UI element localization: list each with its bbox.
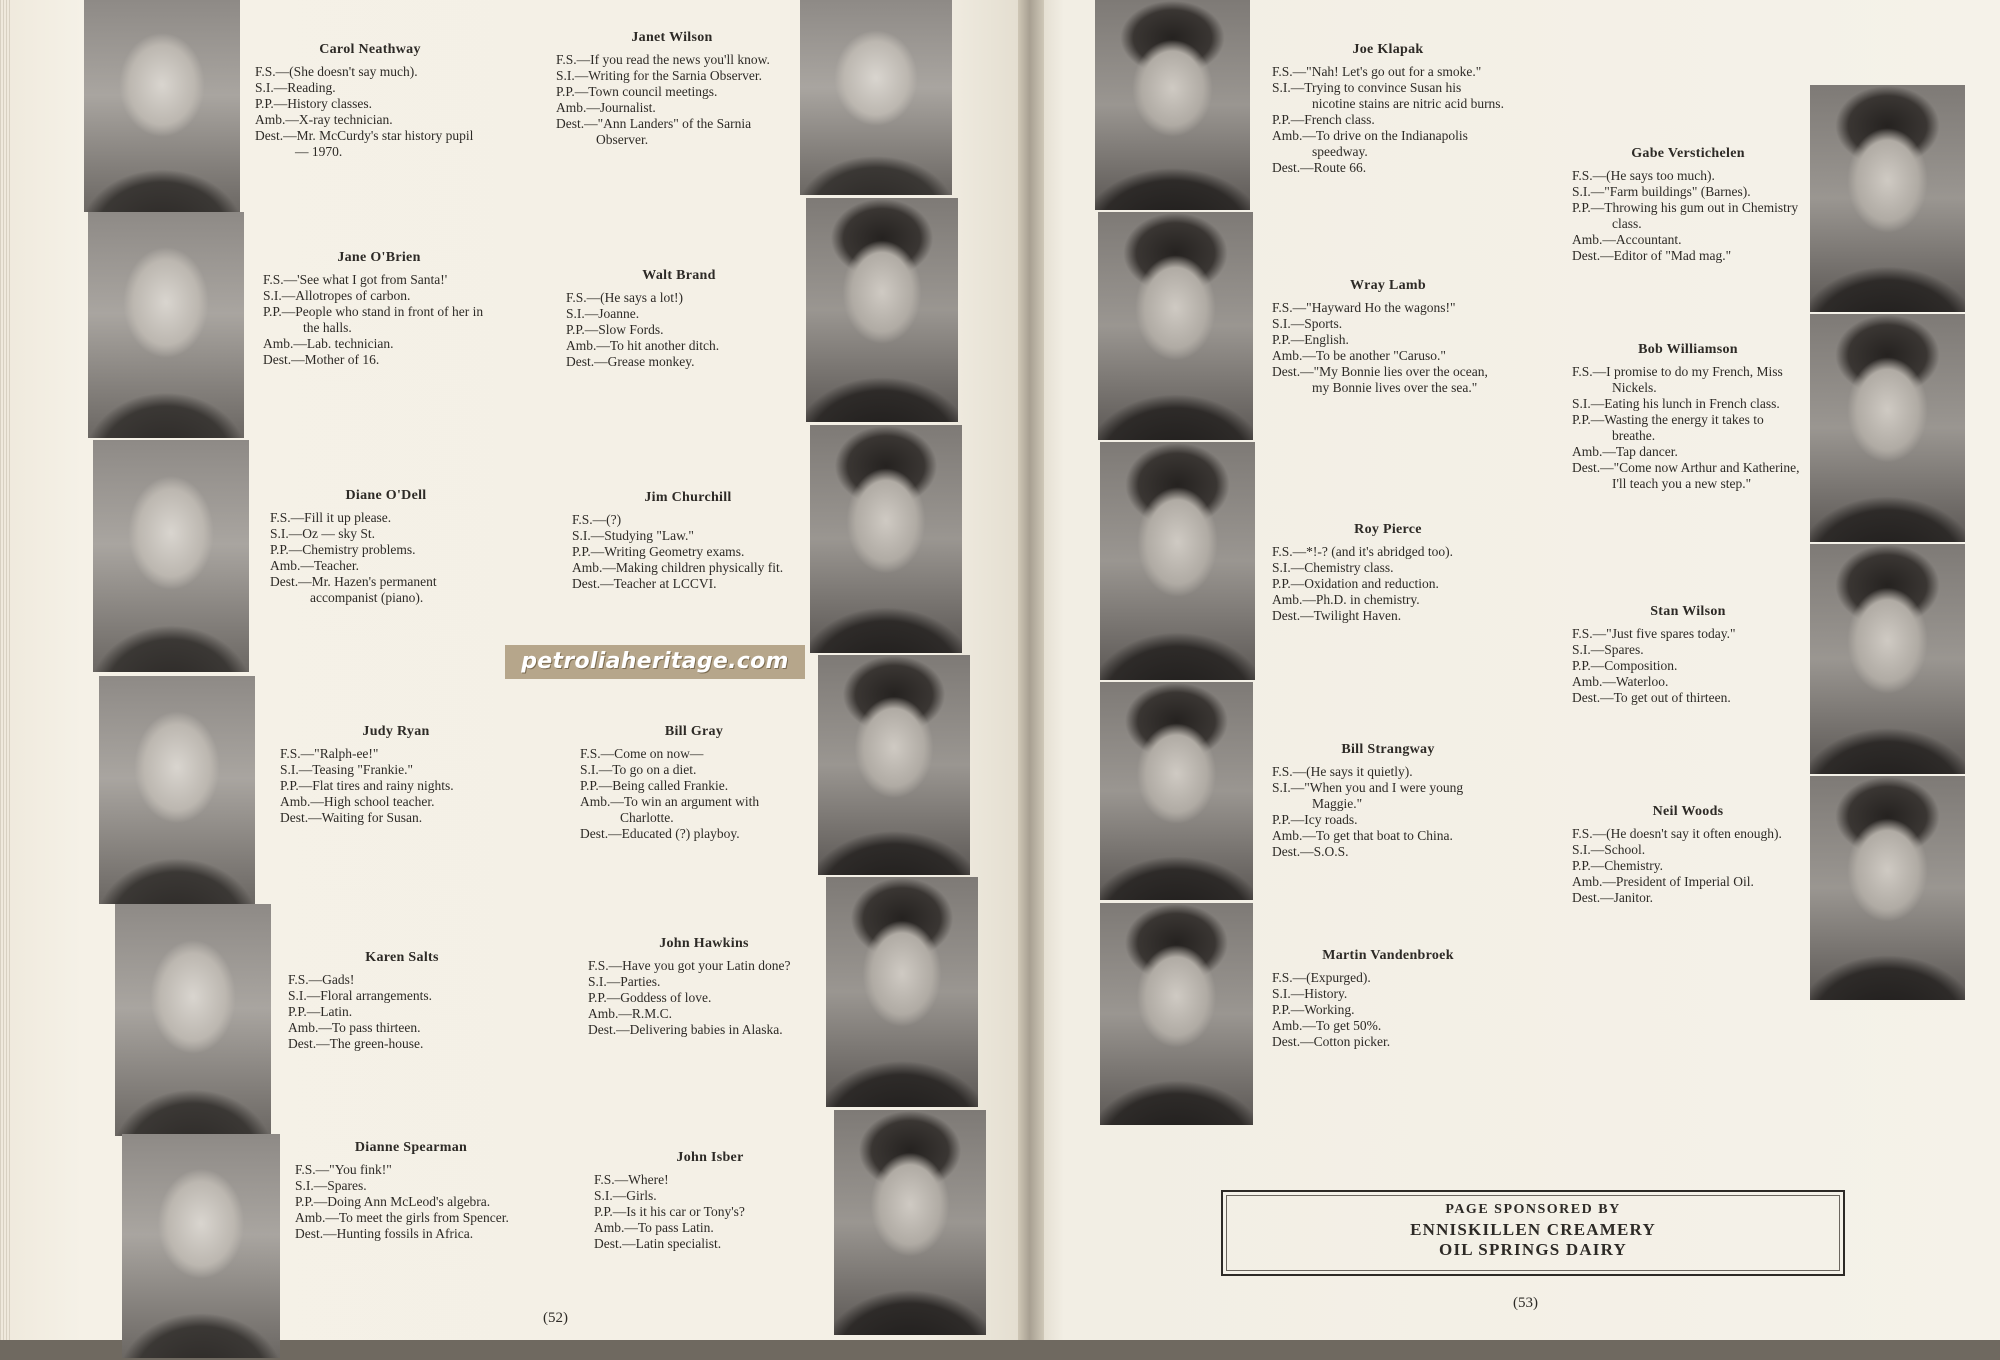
fs-line: F.S.—(Expurged).	[1272, 970, 1371, 985]
student-entry	[1272, 278, 1504, 396]
portrait-photo	[1810, 85, 1965, 312]
student-entry	[255, 42, 485, 160]
dest-line: Dest.—Janitor.	[1572, 890, 1653, 905]
dest-line: Dest.—Route 66.	[1272, 160, 1367, 175]
amb-line: Amb.—Teacher.	[270, 558, 360, 573]
fs-line: F.S.—Gads!	[288, 972, 355, 987]
student-entry	[572, 490, 804, 592]
si-line: S.I.—Writing for the Sarnia Observer.	[556, 68, 763, 83]
dest-line: Dest.—Mr. Hazen's permanent accompanist (piano).	[270, 574, 437, 605]
student-entry	[1272, 522, 1504, 624]
amb-line: Amb.—To get that boat to China.	[1272, 828, 1453, 843]
fs-line: F.S.—If you read the news you'll know.	[556, 52, 770, 67]
book-gutter	[1018, 0, 1044, 1345]
portrait-photo	[1098, 212, 1253, 440]
portrait-photo	[818, 655, 970, 875]
student-entry	[288, 950, 516, 1052]
dest-line: Dest.—Grease monkey.	[566, 354, 695, 369]
sponsor-heading: PAGE SPONSORED BY	[1445, 1202, 1621, 1217]
amb-line: Amb.—To meet the girls from Spencer.	[295, 1210, 509, 1225]
dest-line: Dest.—Teacher at LCCVI.	[572, 576, 717, 591]
pp-line: P.P.—French class.	[1272, 112, 1375, 127]
fs-line: F.S.—(She doesn't say much).	[255, 64, 418, 79]
pp-line: P.P.—Town council meetings.	[556, 84, 718, 99]
dest-line: Dest.—"Ann Landers" of the Sarnia Observer.	[556, 116, 752, 147]
dest-line: Dest.—Mr. McCurdy's star history pupil — 1970.	[255, 128, 474, 159]
dest-line: Dest.—Editor of "Mad mag."	[1572, 248, 1732, 263]
portrait-photo	[88, 212, 244, 438]
si-line: S.I.—Parties.	[588, 974, 661, 989]
fs-line: F.S.—Where!	[594, 1172, 669, 1187]
si-line: S.I.—Floral arrangements.	[288, 988, 432, 1003]
student-name: Judy Ryan	[362, 724, 430, 739]
portrait-photo	[93, 440, 249, 672]
student-name: John Isber	[676, 1150, 744, 1165]
pp-line: P.P.—Chemistry problems.	[270, 542, 416, 557]
sponsor-box	[1221, 1190, 1845, 1276]
student-name: Diane O'Dell	[345, 488, 427, 503]
student-name: Dianne Spearman	[354, 1140, 468, 1155]
amb-line: Amb.—R.M.C.	[588, 1006, 673, 1021]
portrait-photo	[826, 877, 978, 1107]
student-name: Jim Churchill	[644, 490, 732, 505]
fs-line: F.S.—"Nah! Let's go out for a smoke."	[1272, 64, 1482, 79]
dest-line: Dest.—Hunting fossils in Africa.	[295, 1226, 474, 1241]
student-name: Karen Salts	[365, 950, 439, 965]
amb-line: Amb.—Ph.D. in chemistry.	[1272, 592, 1420, 607]
student-name: Carol Neathway	[319, 42, 421, 57]
student-name: Walt Brand	[642, 268, 716, 283]
dest-line: Dest.—Waiting for Susan.	[280, 810, 423, 825]
fs-line: F.S.—"Hayward Ho the wagons!"	[1272, 300, 1456, 315]
amb-line: Amb.—Tap dancer.	[1572, 444, 1678, 459]
watermark-label: petroliaheritage.com	[505, 645, 805, 679]
si-line: S.I.—"Farm buildings" (Barnes).	[1572, 184, 1751, 199]
page-edge	[0, 0, 10, 1340]
fs-line: F.S.—"You fink!"	[295, 1162, 392, 1177]
dest-line: Dest.—"My Bonnie lies over the ocean, my Bonnie lives over the sea."	[1272, 364, 1488, 395]
portrait-photo	[806, 198, 958, 422]
student-entry	[1572, 146, 1804, 264]
portrait-photo	[84, 0, 240, 212]
amb-line: Amb.—To hit another ditch.	[566, 338, 720, 353]
student-entry	[1572, 604, 1804, 706]
portrait-photo	[1810, 776, 1965, 1000]
student-name: Bill Strangway	[1341, 742, 1435, 757]
student-name: Roy Pierce	[1354, 522, 1422, 537]
si-line: S.I.—Studying "Law."	[572, 528, 694, 543]
dest-line: Dest.—To get out of thirteen.	[1572, 690, 1731, 705]
student-name: Gabe Verstichelen	[1631, 146, 1745, 161]
si-line: S.I.—Sports.	[1272, 316, 1343, 331]
fs-line: F.S.—Fill it up please.	[270, 510, 392, 525]
amb-line: Amb.—Journalist.	[556, 100, 656, 115]
portrait-photo	[1100, 682, 1253, 900]
pp-line: P.P.—Is it his car or Tony's?	[594, 1204, 745, 1219]
pp-line: P.P.—Chemistry.	[1572, 858, 1664, 873]
si-line: S.I.—"When you and I were young Maggie."	[1272, 780, 1464, 811]
portrait-photo	[1095, 0, 1250, 210]
dest-line: Dest.—"Come now Arthur and Katherine, I'll teach you a new step."	[1572, 460, 1800, 491]
fs-line: F.S.—(?)	[572, 512, 622, 527]
student-name: Joe Klapak	[1352, 42, 1424, 57]
sponsor-name: OIL SPRINGS DAIRY	[1439, 1240, 1627, 1259]
dest-line: Dest.—S.O.S.	[1272, 844, 1349, 859]
si-line: S.I.—Teasing "Frankie."	[280, 762, 414, 777]
student-entry	[566, 268, 792, 370]
student-name: Neil Woods	[1652, 804, 1724, 819]
student-entry	[1272, 42, 1504, 176]
portrait-photo	[1100, 903, 1253, 1125]
student-entry	[263, 250, 495, 368]
student-entry	[280, 724, 512, 826]
student-entry	[1272, 742, 1504, 860]
si-line: S.I.—Allotropes of carbon.	[263, 288, 411, 303]
si-line: S.I.—Spares.	[295, 1178, 367, 1193]
student-name: Martin Vandenbroek	[1322, 948, 1454, 963]
pp-line: P.P.—Composition.	[1572, 658, 1678, 673]
dest-line: Dest.—Cotton picker.	[1272, 1034, 1391, 1049]
portrait-photo	[800, 0, 952, 195]
fs-line: F.S.—Come on now—	[580, 746, 704, 761]
student-entry	[1572, 342, 1804, 492]
student-name: Bill Gray	[664, 724, 724, 739]
student-entry	[295, 1140, 527, 1242]
page-number: (53)	[1513, 1295, 1538, 1311]
student-entry	[580, 724, 808, 842]
si-line: S.I.—Girls.	[594, 1188, 657, 1203]
amb-line: Amb.—High school teacher.	[280, 794, 435, 809]
dest-line: Dest.—Delivering babies in Alaska.	[588, 1022, 783, 1037]
amb-line: Amb.—To be another "Caruso."	[1272, 348, 1446, 363]
pp-line: P.P.—Throwing his gum out in Chemistry class.	[1572, 200, 1799, 231]
pp-line: P.P.—Being called Frankie.	[580, 778, 729, 793]
dest-line: Dest.—Latin specialist.	[594, 1236, 722, 1251]
fs-line: F.S.—I promise to do my French, Miss Nickels.	[1572, 364, 1783, 395]
portrait-photo	[99, 676, 255, 904]
pp-line: P.P.—Flat tires and rainy nights.	[280, 778, 454, 793]
portrait-photo	[122, 1134, 280, 1358]
pp-line: P.P.—History classes.	[255, 96, 373, 111]
fs-line: F.S.—(He doesn't say it often enough).	[1572, 826, 1782, 841]
si-line: S.I.—Trying to convince Susan his nicotine stains are nitric acid burns.	[1272, 80, 1504, 111]
amb-line: Amb.—Accountant.	[1572, 232, 1682, 247]
pp-line: P.P.—Wasting the energy it takes to breathe.	[1572, 412, 1764, 443]
student-entry	[1572, 804, 1804, 906]
pp-line: P.P.—Writing Geometry exams.	[572, 544, 745, 559]
dest-line: Dest.—Mother of 16.	[263, 352, 380, 367]
student-entry	[270, 488, 502, 606]
fs-line: F.S.—"Ralph-ee!"	[280, 746, 379, 761]
student-name: John Hawkins	[659, 936, 749, 951]
student-name: Janet Wilson	[631, 30, 713, 45]
fs-line: F.S.—(He says it quietly).	[1272, 764, 1413, 779]
amb-line: Amb.—To drive on the Indianapolis speedway.	[1272, 128, 1468, 159]
portrait-photo	[810, 425, 962, 653]
si-line: S.I.—History.	[1272, 986, 1348, 1001]
si-line: S.I.—Spares.	[1572, 642, 1644, 657]
si-line: S.I.—Oz — sky St.	[270, 526, 376, 541]
amb-line: Amb.—Waterloo.	[1572, 674, 1669, 689]
sponsor-name: ENNISKILLEN CREAMERY	[1410, 1220, 1656, 1239]
pp-line: P.P.—Goddess of love.	[588, 990, 712, 1005]
student-name: Stan Wilson	[1650, 604, 1726, 619]
fs-line: F.S.—"Just five spares today."	[1572, 626, 1736, 641]
pp-line: P.P.—Icy roads.	[1272, 812, 1358, 827]
si-line: S.I.—Chemistry class.	[1272, 560, 1394, 575]
fs-line: F.S.—*!-? (and it's abridged too).	[1272, 544, 1453, 559]
student-name: Wray Lamb	[1350, 278, 1426, 293]
dest-line: Dest.—Twilight Haven.	[1272, 608, 1402, 623]
background-strip	[0, 1340, 2000, 1360]
student-entry	[556, 30, 788, 148]
portrait-photo	[1100, 442, 1255, 680]
si-line: S.I.—School.	[1572, 842, 1646, 857]
pp-line: P.P.—Oxidation and reduction.	[1272, 576, 1439, 591]
fs-line: F.S.—(He says too much).	[1572, 168, 1715, 183]
pp-line: P.P.—Working.	[1272, 1002, 1355, 1017]
fs-line: F.S.—'See what I got from Santa!'	[263, 272, 448, 287]
amb-line: Amb.—To get 50%.	[1272, 1018, 1382, 1033]
student-entry	[588, 936, 820, 1038]
pp-line: P.P.—Slow Fords.	[566, 322, 664, 337]
pp-line: P.P.—People who stand in front of her in the halls.	[263, 304, 484, 335]
amb-line: Amb.—Making children physically fit.	[572, 560, 784, 575]
portrait-photo	[1810, 314, 1965, 542]
student-entry	[594, 1150, 826, 1252]
amb-line: Amb.—Lab. technician.	[263, 336, 394, 351]
pp-line: P.P.—Doing Ann McLeod's algebra.	[295, 1194, 491, 1209]
si-line: S.I.—Eating his lunch in French class.	[1572, 396, 1780, 411]
portrait-photo	[115, 904, 271, 1136]
amb-line: Amb.—To pass Latin.	[594, 1220, 714, 1235]
portrait-photo	[1810, 544, 1965, 774]
student-name: Jane O'Brien	[337, 250, 421, 265]
dest-line: Dest.—The green-house.	[288, 1036, 424, 1051]
portrait-photo	[834, 1110, 986, 1335]
amb-line: Amb.—To pass thirteen.	[288, 1020, 421, 1035]
fs-line: F.S.—Have you got your Latin done?	[588, 958, 791, 973]
pp-line: P.P.—English.	[1272, 332, 1349, 347]
student-entry	[1272, 948, 1504, 1050]
amb-line: Amb.—X-ray technician.	[255, 112, 393, 127]
si-line: S.I.—To go on a diet.	[580, 762, 697, 777]
si-line: S.I.—Joanne.	[566, 306, 640, 321]
dest-line: Dest.—Educated (?) playboy.	[580, 826, 740, 841]
student-name: Bob Williamson	[1638, 342, 1738, 357]
amb-line: Amb.—President of Imperial Oil.	[1572, 874, 1754, 889]
fs-line: F.S.—(He says a lot!)	[566, 290, 684, 305]
page-number: (52)	[543, 1310, 568, 1326]
si-line: S.I.—Reading.	[255, 80, 336, 95]
pp-line: P.P.—Latin.	[288, 1004, 353, 1019]
amb-line: Amb.—To win an argument with Charlotte.	[580, 794, 760, 825]
